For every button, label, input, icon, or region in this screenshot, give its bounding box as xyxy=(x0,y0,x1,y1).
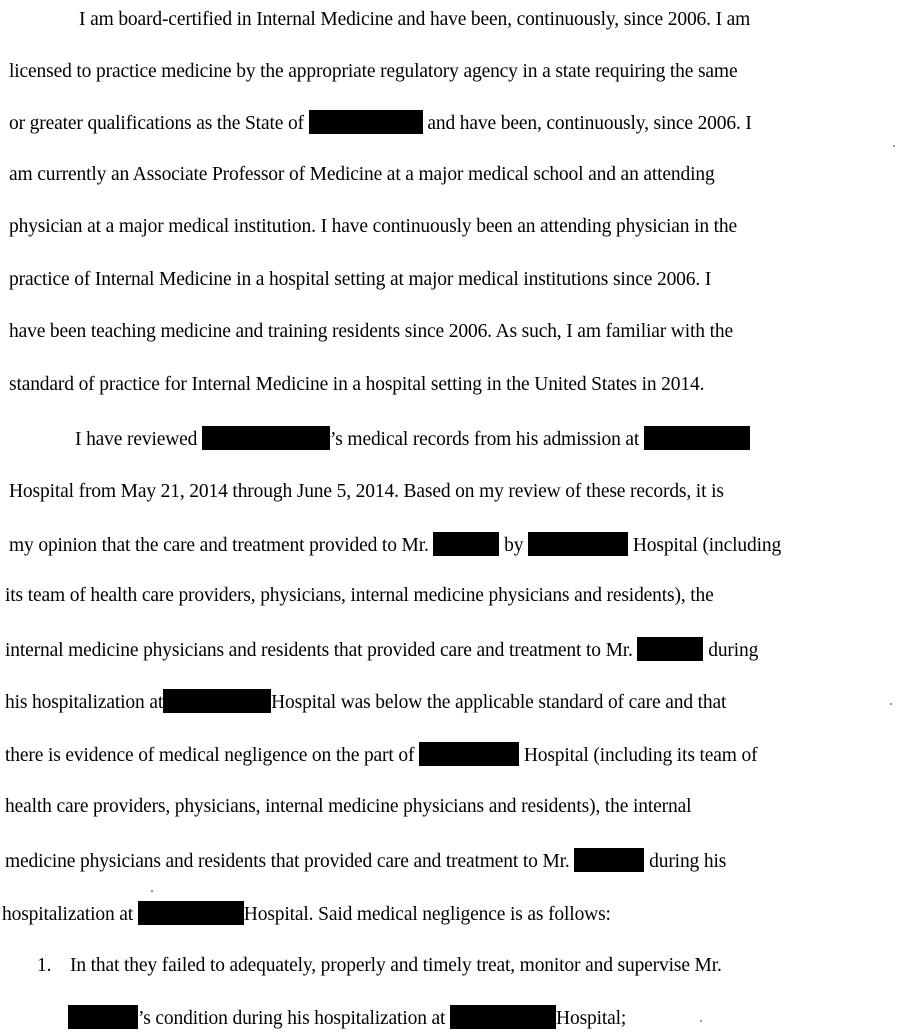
text-span: internal medicine physicians and residents that provided care and treatment to Mr. xyxy=(5,640,633,661)
text-span: I am board-certified in Internal Medicine and have been, continuously, since 2006. I am xyxy=(79,9,751,30)
scan-speck xyxy=(893,145,895,147)
list-item-1-line-2 xyxy=(68,1005,626,1031)
paragraph-1-line-4 xyxy=(9,163,715,187)
text-span: ’s condition during his hospitalization at xyxy=(138,1008,446,1029)
text-span: Hospital. Said medical negligence is as follows: xyxy=(243,904,611,925)
paragraph-2-line-2 xyxy=(9,480,724,504)
paragraph-1-line-6 xyxy=(9,268,711,292)
paragraph-2-line-7 xyxy=(5,742,757,768)
redaction-box xyxy=(68,1005,138,1029)
paragraph-2-line-8 xyxy=(5,795,691,819)
text-span: physician at a major medical institution. I have continuously been an attending physician in the xyxy=(9,216,738,237)
scan-speck xyxy=(151,890,153,892)
list-item-1-line-1 xyxy=(70,954,722,978)
text-span: am currently an Associate Professor of Medicine at a major medical school and an attending xyxy=(9,164,715,185)
list-item-number xyxy=(37,954,51,978)
redaction-box xyxy=(574,848,644,872)
text-span: during xyxy=(708,640,759,661)
text-span: or greater qualifications as the State of xyxy=(9,113,304,134)
text-span: Hospital (including xyxy=(632,535,782,556)
paragraph-1-line-5 xyxy=(9,215,737,239)
redaction-box xyxy=(163,689,271,713)
text-span: there is evidence of medical negligence on the part of xyxy=(5,745,415,766)
text-span: ’s medical records from his admission at xyxy=(330,429,640,450)
redaction-box xyxy=(433,532,499,556)
redaction-box xyxy=(419,742,519,766)
text-span: during his xyxy=(649,851,727,872)
text-span: its team of health care providers, physicians, internal medicine physicians and residents), the xyxy=(5,585,714,606)
redaction-box xyxy=(450,1005,556,1029)
redaction-box xyxy=(637,637,703,661)
text-span: In that they failed to adequately, properly and timely treat, monitor and supervise Mr. xyxy=(70,955,722,976)
scan-speck xyxy=(700,1020,702,1022)
paragraph-2-line-9 xyxy=(5,848,726,874)
text-span: my opinion that the care and treatment provided to Mr. xyxy=(9,535,429,556)
text-span: and have been, continuously, since 2006. I xyxy=(427,113,752,134)
text-span: standard of practice for Internal Medicine in a hospital setting in the United States in 2014. xyxy=(9,374,705,395)
paragraph-1-line-1 xyxy=(79,8,750,32)
paragraph-2-line-1 xyxy=(75,426,750,452)
paragraph-2-line-3 xyxy=(9,532,781,558)
paragraph-1-line-7 xyxy=(9,320,733,344)
paragraph-2-line-5 xyxy=(5,637,758,663)
text-span: by xyxy=(504,535,524,556)
scan-speck xyxy=(890,703,892,705)
redaction-box xyxy=(202,426,330,450)
text-span: Hospital from May 21, 2014 through June 5, 2014. Based on my review of these records, it is xyxy=(9,481,724,502)
text-span: 1. xyxy=(37,955,52,976)
text-span: licensed to practice medicine by the appropriate regulatory agency in a state requiring the same xyxy=(9,61,738,82)
paragraph-1-line-3 xyxy=(9,110,752,136)
redaction-box xyxy=(644,426,750,450)
text-span: health care providers, physicians, internal medicine physicians and residents), the internal xyxy=(5,796,692,817)
text-span: practice of Internal Medicine in a hospital setting at major medical institutions since 2006. I xyxy=(9,269,712,290)
text-span: Hospital was below the applicable standard of care and that xyxy=(271,692,727,713)
redaction-box xyxy=(528,532,628,556)
paragraph-2-line-4 xyxy=(5,584,714,608)
text-span: Hospital (including its team of xyxy=(523,745,758,766)
text-span: Hospital; xyxy=(556,1008,627,1029)
paragraph-1-line-2 xyxy=(9,60,737,84)
text-span: I have reviewed xyxy=(75,429,198,450)
paragraph-1-line-8 xyxy=(9,373,704,397)
text-span: hospitalization at xyxy=(2,904,134,925)
text-span: his hospitalization at xyxy=(5,692,164,713)
redaction-box xyxy=(138,901,244,925)
text-span: have been teaching medicine and training residents since 2006. As such, I am familiar with the xyxy=(9,321,733,342)
paragraph-2-line-10 xyxy=(2,901,611,927)
redaction-box xyxy=(309,110,423,134)
paragraph-2-line-6 xyxy=(5,689,726,715)
text-span: medicine physicians and residents that provided care and treatment to Mr. xyxy=(5,851,570,872)
